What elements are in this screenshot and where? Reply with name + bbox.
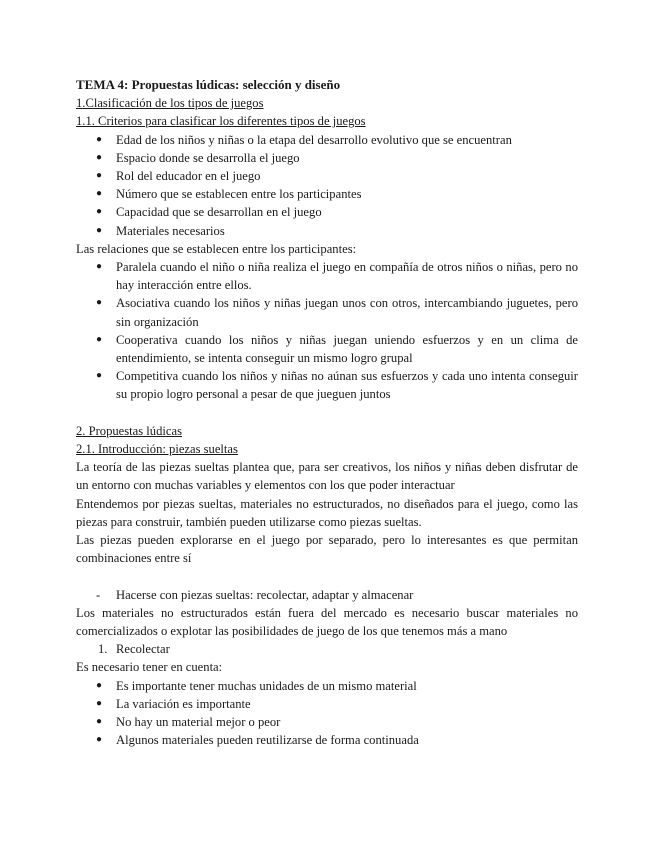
bullet-icon: ● (96, 188, 103, 200)
dash-marker: - (96, 587, 101, 602)
bullet-icon: ● (96, 734, 103, 746)
paragraph-market: Los materiales no estructurados están fuera del mercado es necesario buscar materiales no comercializados o explotar las posibilidades de juego de los que tenemos más a mano (76, 605, 578, 639)
list-item: ● Espacio donde se desarrolla el juego (76, 149, 578, 167)
section-2-heading: 2. Propuestas lúdicas (76, 423, 182, 438)
section-2-1-heading: 2.1. Introducción: piezas sueltas (76, 442, 238, 457)
bullet-icon: ● (96, 151, 103, 163)
list-item: ● La variación es importante (76, 695, 578, 713)
number-marker: 1. (98, 642, 108, 657)
section-1-heading: 1.Clasificación de los tipos de juegos (76, 96, 264, 111)
bullet-icon: ● (96, 206, 103, 218)
bullet-icon: ● (96, 697, 103, 709)
bullet-icon: ● (96, 679, 103, 691)
relations-intro: Las relaciones que se establecen entre los participantes: (76, 241, 357, 256)
numbered-list-item: 1. Recolectar (76, 640, 578, 658)
dash-list-item: - Hacerse con piezas sueltas: recolectar, adaptar y almacenar (76, 586, 578, 604)
list-item: ● Cooperativa cuando los niños y niñas juegan uniendo esfuerzos y en un clima de entendimiento, se intenta conseguir un mismo logro grupal (96, 332, 578, 366)
document-title: TEMA 4: Propuestas lúdicas: selección y diseño (76, 77, 341, 92)
criteria-list (76, 131, 578, 240)
list-item: ● Capacidad que se desarrollan en el juego (76, 203, 578, 221)
paragraph-unstructured-materials: Entendemos por piezas sueltas, materiales no estructurados, no diseñados para el juego, como las piezas para construir, también pueden utilizarse como piezas sueltas. (76, 496, 578, 529)
consider-list (76, 677, 578, 750)
bullet-icon: ● (96, 370, 103, 382)
paragraph-combinations: Las piezas pueden explorarse en el juego por separado, pero lo interesantes es que permitan combinaciones entre sí (76, 533, 578, 566)
list-item: ● Número que se establecen entre los participantes (76, 185, 578, 203)
consider-intro: Es necesario tener en cuenta: (76, 660, 223, 675)
bullet-icon: ● (96, 261, 103, 273)
spacer (76, 567, 578, 585)
bullet-icon: ● (96, 170, 103, 182)
spacer (76, 404, 578, 422)
bullet-icon: ● (96, 297, 103, 309)
list-item: ● Algunos materiales pueden reutilizarse de forma continuada (76, 731, 578, 749)
list-item: ● No hay un material mejor o peor (76, 713, 578, 731)
list-item: ● Edad de los niños y niñas o la etapa del desarrollo evolutivo que se encuentran (76, 131, 578, 149)
list-item: ● Es importante tener muchas unidades de un mismo material (76, 677, 578, 695)
list-item: ● Paralela cuando el niño o niña realiza el juego en compañía de otros niños o niñas, pero no hay interacción entre ellos. (96, 260, 578, 293)
bullet-icon: ● (96, 333, 103, 345)
bullet-icon: ● (96, 133, 103, 145)
list-item: ● Rol del educador en el juego (76, 167, 578, 185)
list-item: ● Asociativa cuando los niños y niñas juegan unos con otros, intercambiando juguetes, pero sin organización (96, 296, 578, 329)
paragraph-loose-parts-theory: La teoría de las piezas sueltas plantea que, para ser creativos, los niños y niñas deben disfrutar de un entorno con muchas variables y elementos con los que poder interactuar (76, 460, 578, 493)
bullet-icon: ● (96, 716, 103, 728)
bullet-icon: ● (96, 224, 103, 236)
list-item: ● Competitiva cuando los niños y niñas no aúnan sus esfuerzos y cada uno intenta conseguir su propio logro personal a pesar de que jueguen juntos (96, 369, 578, 402)
relations-list (76, 258, 578, 404)
section-1-1-heading: 1.1. Criterios para clasificar los diferentes tipos de juegos (76, 114, 366, 129)
list-item: ● Materiales necesarios (76, 222, 578, 240)
document-page (76, 76, 578, 749)
